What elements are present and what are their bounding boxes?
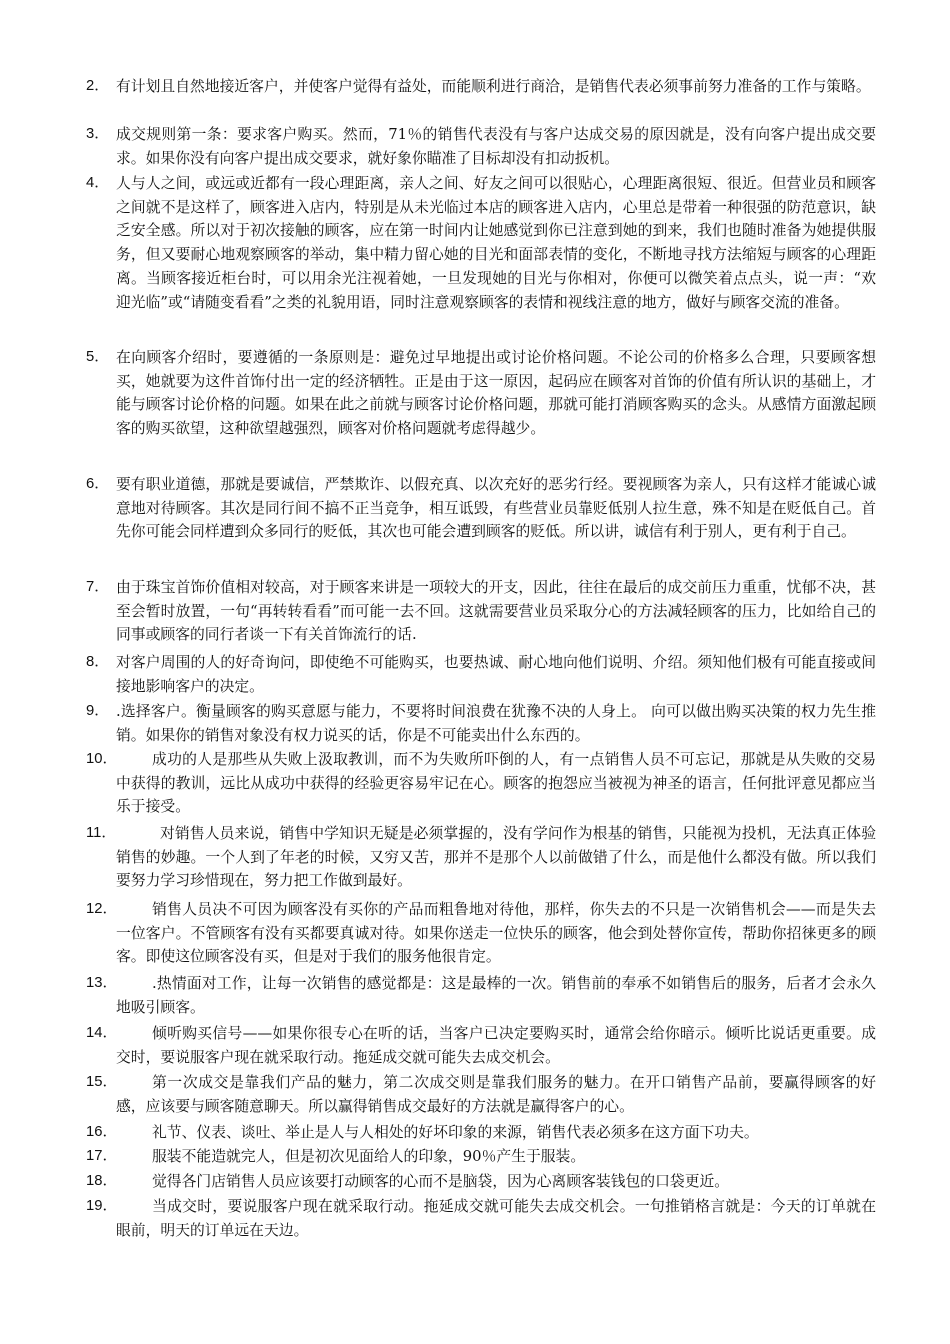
list-item-12 bbox=[86, 898, 876, 969]
item-number: 4． bbox=[86, 175, 110, 191]
item-text: 有计划且自然地接近客户，并使客户觉得有益处，而能顺利进行商洽，是销售代表必须事前努力准备的工作与策略。 bbox=[116, 78, 871, 95]
item-text: 在向顾客介绍时，要遵循的一条原则是：避免过早地提出或讨论价格问题。不论公司的价格多么合理，只要顾客想买，她就要为这件首饰付出一定的经济牺牲。正是由于这一原因，起码应在顾客对首饰的价值有所认识的基础上，才能与顾客讨论价格的问题。如果在此之前就与顾客讨论价格问题，那就可能打消顾客购买的念头。从感情方面激起顾客的购买欲望，这种欲望越强烈，顾客对价格问题就考虑得越少。 bbox=[116, 349, 876, 438]
item-number: 12． bbox=[86, 901, 118, 917]
item-text: 觉得各门店销售人员应该要打动顾客的心而不是脑袋，因为心离顾客装钱包的口袋更近。 bbox=[152, 1173, 730, 1190]
list-item-2 bbox=[86, 75, 876, 99]
item-text: 对客户周围的人的好奇询问，即使绝不可能购买，也要热诚、耐心地向他们说明、介绍。须知他们极有可能直接或间接地影响客户的决定。 bbox=[116, 654, 876, 695]
list-item-10 bbox=[86, 748, 876, 819]
item-text: 礼节、仪表、谈吐、举止是人与人相处的好坏印象的来源，销售代表必须多在这方面下功夫。 bbox=[152, 1124, 759, 1141]
item-text: 倾听购买信号——如果你很专心在听的话，当客户已决定要购买时，通常会给你暗示。倾听比说话更重要。成交时，要说服客户现在就采取行动。拖延成交就可能失去成交机会。 bbox=[116, 1025, 876, 1066]
list-item-11 bbox=[86, 822, 876, 893]
list-item-4 bbox=[86, 172, 876, 314]
list-item-16 bbox=[86, 1121, 876, 1145]
item-text: 服装不能造就完人，但是初次见面给人的印象，90％产生于服装。 bbox=[152, 1148, 586, 1165]
item-number: 18． bbox=[86, 1173, 118, 1189]
item-number: 17． bbox=[86, 1148, 118, 1164]
item-number: 10． bbox=[86, 751, 118, 767]
item-text: 由于珠宝首饰价值相对较高，对于顾客来讲是一项较大的开支，因此，往往在最后的成交前压力重重，忧郁不决，甚至会暂时放置，一句“再转转看看”而可能一去不回。这就需要营业员采取分心的方法减轻顾客的压力，比如给自己的同事或顾客的同行者谈一下有关首饰流行的话. bbox=[116, 579, 876, 644]
list-item-17 bbox=[86, 1145, 876, 1169]
list-item-13 bbox=[86, 972, 876, 1019]
item-text: 要有职业道德，那就是要诚信，严禁欺诈、以假充真、以次充好的恶劣行经。要视顾客为亲人，只有这样才能诚心诚意地对待顾客。其次是同行间不搞不正当竞争，相互诋毁，有些营业员靠贬低别人拉生意，殊不知是在贬低自己。首先你可能会同样遭到众多同行的贬低，其次也可能会遭到顾客的贬低。所以讲，诚信有利于别人，更有利于自己。 bbox=[116, 476, 876, 541]
item-text: 成交规则第一条：要求客户购买。然而，71％的销售代表没有与客户达成交易的原因就是，没有向客户提出成交要求。如果你没有向客户提出成交要求，就好象你瞄准了目标却没有扣动扳机。 bbox=[116, 126, 876, 167]
list-item-18 bbox=[86, 1170, 876, 1194]
item-text: 成功的人是那些从失败上汲取教训，而不为失败所吓倒的人，有一点销售人员不可忘记，那就是从失败的交易中获得的教训，远比从成功中获得的经验更容易牢记在心。顾客的抱怨应当被视为神圣的语言，任何批评意见都应当乐于接受。 bbox=[116, 751, 876, 816]
list-item-5 bbox=[86, 346, 876, 441]
item-number: 13． bbox=[86, 975, 118, 991]
item-text: 第一次成交是靠我们产品的魅力，第二次成交则是靠我们服务的魅力。在开口销售产品前，要赢得顾客的好感，应该要与顾客随意聊天。所以赢得销售成交最好的方法就是赢得客户的心。 bbox=[116, 1074, 876, 1115]
list-item-19 bbox=[86, 1195, 876, 1242]
item-number: 15． bbox=[86, 1074, 118, 1090]
item-number: 9． bbox=[86, 703, 110, 719]
list-item-3 bbox=[86, 123, 876, 170]
item-number: 16． bbox=[86, 1124, 118, 1140]
item-number: 6． bbox=[86, 476, 110, 492]
item-number: 14． bbox=[86, 1025, 118, 1041]
list-item-8 bbox=[86, 651, 876, 698]
item-text: 人与人之间，或远或近都有一段心理距离，亲人之间、好友之间可以很贴心，心理距离很短、很近。但营业员和顾客之间就不是这样了，顾客进入店内，特别是从未光临过本店的顾客进入店内，心里总是带着一种很强的防范意识，缺乏安全感。所以对于初次接触的顾客，应在第一时间内让她感觉到你已注意到她的到来，我们也随时准备为她提供服务，但又要耐心地观察顾客的举动，集中精力留心她的目光和面部表情的变化，不断地寻找方法缩短与顾客的心理距离。当顾客接近柜台时，可以用余光注视着她，一旦发现她的目光与你相对，你便可以微笑着点点头，说一声：“欢迎光临”或“请随变看看”之类的礼貌用语，同时注意观察顾客的表情和视线注意的地方，做好与顾客交流的准备。 bbox=[116, 175, 876, 311]
item-number: 7． bbox=[86, 579, 110, 595]
item-text: .热情面对工作，让每一次销售的感觉都是：这是最棒的一次。销售前的奉承不如销售后的服务，后者才会永久地吸引顾客。 bbox=[116, 975, 876, 1016]
item-number: 8． bbox=[86, 654, 110, 670]
list-item-14 bbox=[86, 1022, 876, 1069]
list-item-6 bbox=[86, 473, 876, 544]
item-number: 2． bbox=[86, 78, 110, 94]
item-number: 11． bbox=[86, 825, 117, 841]
list-item-7 bbox=[86, 576, 876, 647]
item-text: 当成交时，要说服客户现在就采取行动。拖延成交就可能失去成交机会。一句推销格言就是：今天的订单就在眼前，明天的订单远在天边。 bbox=[116, 1198, 876, 1239]
item-number: 3． bbox=[86, 126, 110, 142]
item-text: 销售人员决不可因为顾客没有买你的产品而粗鲁地对待他，那样，你失去的不只是一次销售机会——而是失去一位客户。不管顾客有没有买都要真诚对待。如果你送走一位快乐的顾客，他会到处替你宣传，帮助你招徕更多的顾客。即使这位顾客没有买，但是对于我们的服务他很肯定。 bbox=[116, 901, 876, 966]
item-text: .选择客户。衡量顾客的购买意愿与能力，不要将时间浪费在犹豫不决的人身上。 向可以做出购买决策的权力先生推销。如果你的销售对象没有权力说买的话，你是不可能卖出什么东西的。 bbox=[116, 703, 876, 744]
item-number: 19． bbox=[86, 1198, 118, 1214]
item-number: 5． bbox=[86, 349, 110, 365]
list-item-9 bbox=[86, 700, 876, 747]
list-item-15 bbox=[86, 1071, 876, 1118]
item-text: 对销售人员来说，销售中学知识无疑是必须掌握的，没有学问作为根基的销售，只能视为投机，无法真正体验销售的妙趣。一个人到了年老的时候，又穷又苦，那并不是那个人以前做错了什么，而是他什么都没有做。所以我们要努力学习珍惜现在，努力把工作做到最好。 bbox=[116, 825, 876, 890]
